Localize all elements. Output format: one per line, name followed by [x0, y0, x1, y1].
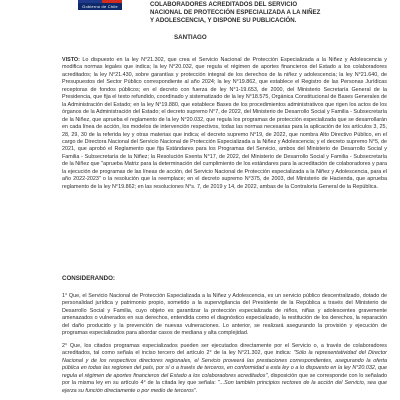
considerando-paragraph-2 — [62, 343, 387, 395]
quoted-text: "Sólo la representatividad del Director Nacional y de los respectivos directores regionales, el Servicio proveerá las prestaciones correspondientes, asegurando la oferta pública en todas las regiones del país, por sí o a través de terceros, en conformidad a esta ley o a lo dispuesto en la ley N°20.032, que regula el régimen de aportes financieros del Estado a los colaboradores acreditados" — [62, 350, 387, 379]
visto-label: VISTO: — [62, 57, 80, 63]
visto-paragraph — [62, 57, 387, 191]
paragraph-text: . — [195, 387, 198, 394]
visto-text: Lo dispuesto en la ley N°21.302, que crea el Servicio Nacional de Protección Especializada a la Niñez y Adolescencia y modifica normas legales que indica; la ley N°20.032, que regula el régimen de aportes financieros del Estado a los colaboradores acreditados; la ley N°21.430, sobre garantías y protección integral de los derechos de la niñez y adolescencia; la ley N°21.640, de Presupuestos del Sector Público correspondiente al año 2024; la ley N°19.862, que establece el Registro de las Personas Jurídicas receptoras de fondos públicos; en el decreto con fuerza de ley N°1-19.653, de 2000, del Ministerio Secretaría General de la Presidencia, que fija el texto refundido, coordinado y sistematizado de la ley N°18.575, Orgánica Constitucional de Bases Generales de la Administración del Estado; en la ley N°19.880, que establece Bases de los procedimientos administrativos que rigen los actos de los órganos de la Administración del Estado; el decreto supremo N°7, de 2022, del Ministerio de Desarrollo Social y Familia - Subsecretaría de la Niñez, que aprueba el reglamento de la ley N°20.032, que regula los programas de protección especializada que se desarrollarán en cada línea de acción, los modelos de intervención respectivos, todas las normas necesarias para la aplicación de los artículos 3, 25, 28, 29, 30 de la referida ley y otras materias que indica; el decreto supremo N°19, de 2022, que nombra Alto Directivo Público, en el cargo de Directora Nacional del Servicio Nacional de Protección Especializada a la Niñez y Adolescencia; y el decreto supremo N°5, de 2021, que aprobó el Reglamento que fija Estándares para los Programas del Servicio, ambos del Ministerio de Desarrollo Social y Familia - Subsecretaría de la Niñez; la Resolución Exenta N°17, de 2022, del Ministerio de Desarrollo Social y Familia - Subsecretaría de la Niñez que "aprueba Matriz para la determinación del cumplimiento de los estándares para la acreditación de colaboradores y para la ejecución de programas de las líneas de acción, del Servicio Nacional de Protección especializada a la Niñez y Adolescencia, para el año 2022-2023" o la resolución que la reemplace; en el decreto supremo N°375, de 2003, del Ministerio de Hacienda, que aprueba reglamento de la ley N°19.862; en las resoluciones N°s. 7, de 2019 y 14, de 2022, ambas de la Contraloría General de la República. — [62, 57, 387, 190]
title-line: Y ADOLESCENCIA, Y DISPONE SU PUBLICACIÓN. — [150, 17, 297, 25]
government-logo — [78, 0, 122, 10]
quoted-text: "...Son también principios rectores de la acción del Servicio, sea que ejerza su función directamente o por medio de terceros" — [62, 380, 387, 394]
logo-text: Gobierno de Chile — [78, 3, 122, 10]
resolution-title — [150, 1, 385, 26]
paragraph-text: , disposición que se corresponde con lo señalado por la misma ley en su artículo 4° de la citada ley que señala: — [62, 372, 387, 387]
paragraph-text: 2° Que, los citados programas especializados pueden ser ejecutados directamente por el Servicio o, a través de colaboradores acreditados, tal como señala el inciso tercero del artículo 2° de la ley N°21.302, que indica: — [62, 343, 387, 357]
title-line: NACIONAL DE PROTECCIÓN ESPECIALIZADA A LA NIÑEZ — [150, 9, 321, 17]
city-heading: SANTIAGO — [174, 34, 207, 41]
title-line: COLABORADORES ACREDITADOS DEL SERVICIO — [150, 1, 298, 8]
considerando-heading: CONSIDERANDO: — [62, 275, 115, 282]
considerando-paragraph-1: 1° Que, el Servicio Nacional de Protección Especializada a la Niñez y Adolescencia, es un servicio público descentralizado, dotado de personalidad jurídica y patrimonio propio, sometido a la supervigilancia del Presidente de la República a través del Ministerio de Desarrollo Social y Familia, cuyo objeto es garantizar la protección especializada de niños, niñas y adolescentes gravemente amenazados o vulnerados en sus derechos, entendida como el diagnóstico especializado, la restitución de los derechos, la reparación del daño producido y la prevención de nuevas vulneraciones. Lo anterior, se realizará asegurando la provisión y ejecución de programas especializados para abordar casos de mediana y alta complejidad. — [62, 293, 387, 337]
